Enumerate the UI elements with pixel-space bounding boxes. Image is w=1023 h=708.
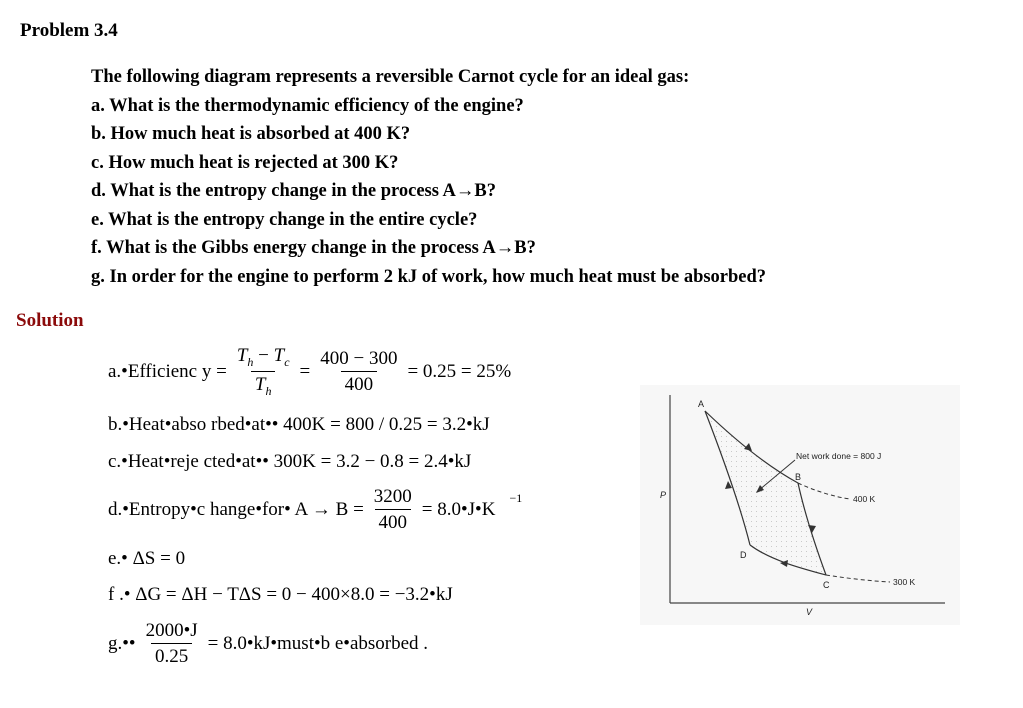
- equals-sign: =: [299, 360, 311, 382]
- question-g: g. In order for the engine to perform 2 kJ of work, how much heat must be absorbed?: [91, 266, 767, 287]
- fraction-denominator: 400: [341, 371, 378, 396]
- solution-a-result: = 0.25 = 25%: [407, 360, 512, 382]
- y-axis-label: P: [660, 490, 667, 500]
- point-label-d: D: [740, 550, 747, 560]
- solution-g-label: g.••: [108, 633, 136, 654]
- solution-b: [108, 414, 490, 436]
- solution-g: [108, 620, 428, 668]
- question-b: b. How much heat is absorbed at 400 K?: [91, 124, 411, 144]
- question-d: d. What is the entropy change in the process A→B?: [91, 181, 496, 201]
- net-work-label: Net work done = 800 J: [796, 451, 882, 461]
- fraction-numerator: 2000•J: [145, 620, 198, 641]
- subscript-h: h: [247, 354, 254, 369]
- isotherm-400k-label: 400 K: [853, 494, 876, 504]
- isotherm-300k-label: 300 K: [893, 577, 916, 587]
- symbol-T: T: [236, 345, 248, 366]
- symbol-T: T: [273, 345, 285, 366]
- fraction-numerator: 3200: [373, 486, 412, 507]
- fraction-numerator: 400 − 300: [320, 347, 398, 369]
- question-e: e. What is the entropy change in the entire cycle?: [91, 209, 478, 230]
- solution-g-result: = 8.0•kJ•must•b e•absorbed .: [207, 633, 429, 654]
- solution-e: [108, 548, 185, 570]
- question-intro: The following diagram represents a reversible Carnot cycle for an ideal gas:: [91, 67, 690, 87]
- solution-d-exponent: −1: [509, 490, 523, 505]
- x-axis-label: V: [806, 607, 813, 617]
- solution-c-text: c.•Heat•reje cted•at•• 300K = 3.2 − 0.8 = 2.4•kJ: [108, 451, 472, 472]
- solution-e-text: e.• ΔS = 0: [108, 548, 186, 569]
- fraction-denominator: 0.25: [151, 643, 192, 668]
- problem-title: Problem 3.4: [20, 20, 118, 41]
- solution-a-fraction-symbolic: [233, 345, 294, 399]
- pv-diagram-svg: [640, 385, 960, 625]
- question-list: [91, 63, 766, 291]
- solution-a: [108, 345, 511, 399]
- carnot-cycle-diagram: [640, 385, 960, 625]
- solution-f-text: f .• ΔG = ΔH − TΔS = 0 − 400×8.0 = −3.2•kJ: [108, 584, 453, 605]
- point-label-c: C: [823, 580, 830, 590]
- point-label-a: A: [698, 399, 705, 409]
- question-f: f. What is the Gibbs energy change in the process A→B?: [91, 238, 536, 258]
- solution-c: [108, 451, 471, 473]
- solution-a-label: a.•Efficienc y =: [108, 360, 227, 382]
- solution-d-fraction: [370, 486, 416, 534]
- minus-sign: −: [253, 345, 274, 366]
- solution-f: [108, 584, 453, 606]
- solution-b-text: b.•Heat•abso rbed•at•• 400K = 800 / 0.25 = 3.2•kJ: [108, 414, 490, 435]
- symbol-T: T: [254, 373, 266, 395]
- solution-d: [108, 486, 522, 534]
- solution-d-result: = 8.0•J•K: [421, 499, 496, 520]
- question-a: a. What is the thermodynamic efficiency of the engine?: [91, 95, 524, 116]
- solution-a-fraction-numeric: [316, 348, 401, 396]
- point-label-b: B: [795, 472, 802, 482]
- solution-d-label: d.•Entropy•c hange•for• A → B =: [108, 499, 364, 520]
- solution-heading: Solution: [16, 310, 84, 331]
- subscript-h: h: [265, 383, 272, 398]
- solution-g-fraction: [142, 620, 202, 668]
- question-c: c. How much heat is rejected at 300 K?: [91, 152, 399, 173]
- fraction-denominator: 400: [375, 509, 412, 534]
- subscript-c: c: [284, 354, 290, 369]
